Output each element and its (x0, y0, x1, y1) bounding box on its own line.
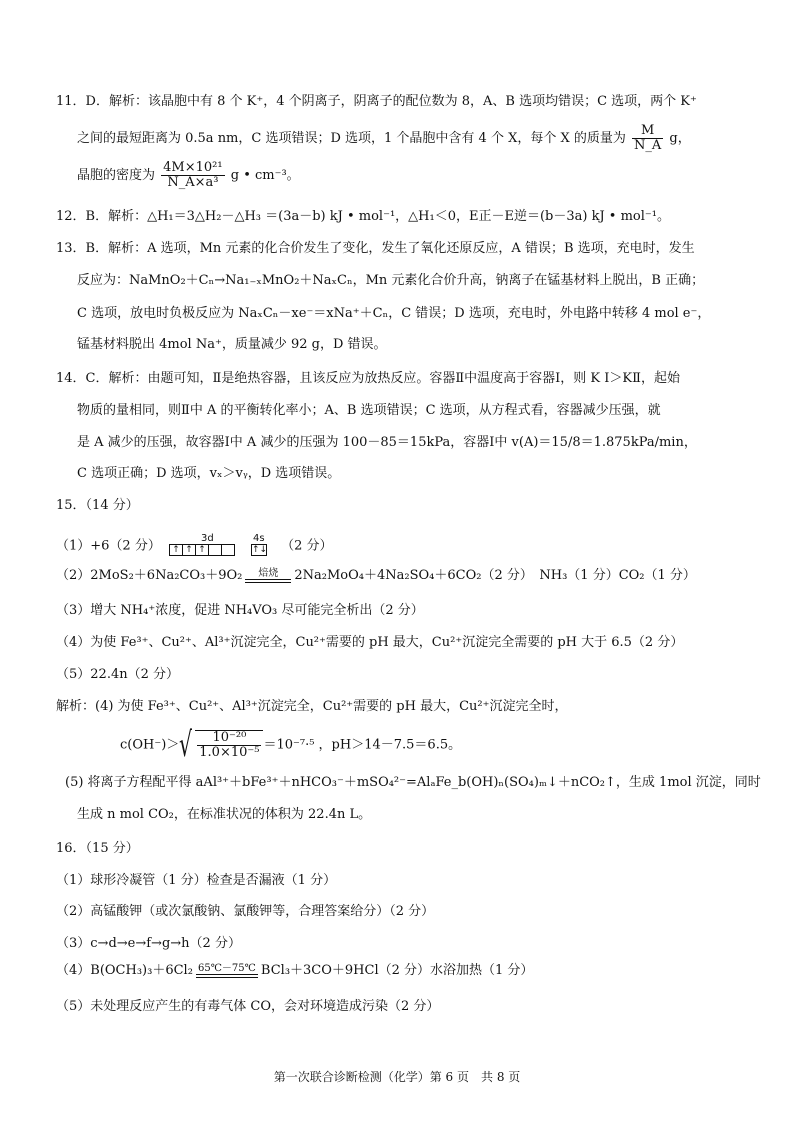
q15-p4: （4）为使 Fe³⁺、Cu²⁺、Al³⁺沉淀完全，Cu²⁺需要的 pH 最大，Cu²⁺沉淀完全需要的 pH 大于 6.5（2 分） (56, 635, 684, 650)
q15-exp2-lhs: c(OH⁻)＞ (120, 737, 180, 753)
q15-p1 (56, 532, 333, 560)
orbital-box-3d-3: ↑ (195, 544, 209, 556)
sqrt-sign: √ (179, 725, 193, 765)
q16-p4 (56, 962, 533, 980)
frac-numerator: 4M×10²¹ (163, 160, 223, 175)
q15-p1-answer: （1）+6（2 分） (56, 538, 161, 554)
q15-explanation-3: (5) 将离子方程配平得 aAl³⁺＋bFe³⁺＋nHCO₃⁻＋mSO₄²⁻=AlₐFe_b(OH)ₙ(SO₄)ₘ↓＋nCO₂↑，生成 1mol 沉淀，同时 (65, 775, 761, 790)
frac-denominator: 1.0×10⁻⁵ (199, 745, 260, 760)
q11-line2-unit: g， (665, 131, 691, 146)
orbital-box-3d-1: ↑ (169, 544, 183, 556)
q15-p2-reactants: （2）2MoS₂＋6Na₂CO₃＋9O₂ (56, 568, 243, 583)
q15-p2 (56, 567, 696, 585)
q15-p1-score: （2 分） (281, 538, 333, 554)
q11-line3-text: 晶胞的密度为 (77, 168, 156, 183)
q15-p5: （5）22.4n（2 分） (56, 667, 179, 682)
q11-mass-fraction (632, 124, 663, 153)
q16-p4-products: BCl₃＋3CO＋9HCl（2 分）水浴加热（1 分） (260, 963, 534, 978)
q15-exp2-rhs: ＝10⁻⁷·⁵ ，pH＞14－7.5＝6.5。 (263, 737, 462, 753)
sqrt-radicand (195, 730, 263, 760)
frac-denominator: N_A (634, 138, 662, 153)
q15-p3: （3）增大 NH₄⁺浓度，促进 NH₄VO₃ 尽可能完全析出（2 分） (56, 603, 424, 618)
reaction-condition-arrow (245, 568, 291, 583)
orbital-box-4s: ↑↓ (251, 545, 268, 555)
q11-line1: 11．D．解析：该晶胞中有 8 个 K⁺，4 个阴离子，阴离子的配位数为 8，A、B 选项均错误；C 选项，两个 K⁺ (56, 94, 697, 109)
orbital-box-3d-4 (208, 544, 222, 556)
q16-p3: （3）c→d→e→f→g→h（2 分） (56, 936, 241, 951)
q14-line3: 是 A 减少的压强，故容器Ⅰ中 A 减少的压强为 100－85＝15kPa，容器Ⅰ中 v(A)＝15/8＝1.875kPa/min， (77, 435, 697, 450)
q15-header: 15．（14 分） (56, 498, 139, 513)
q13-line1: 13．B．解析：A 选项，Mn 元素的化合价发生了变化，发生了氧化还原反应，A 错误；B 选项，充电时，发生 (56, 241, 695, 256)
q14-line2: 物质的量相同，则Ⅱ中 A 的平衡转化率小；A、B 选项错误；C 选项，从方程式看，容器减少压强，就 (77, 403, 661, 418)
q12-line1: 12．B．解析：△H₁＝3△H₂－△H₃ ＝(3a－b) kJ • mol⁻¹，△H₁＜0，E正－E逆＝(b－3a) kJ • mol⁻¹。 (56, 209, 670, 224)
q16-header: 16．（15 分） (56, 841, 139, 856)
label-3d: 3d (200, 533, 214, 544)
q14-line4: C 选项正确；D 选项，vₓ＞vᵧ，D 选项错误。 (77, 466, 341, 481)
orbital-box-3d-2: ↑ (182, 544, 196, 556)
q13-line2: 反应为：NaMnO₂＋Cₙ→Na₁₋ₓMnO₂＋NaₓCₙ，Mn 元素化合价升高，钠离子在锰基材料上脱出，B 正确； (77, 273, 705, 288)
q13-line3: C 选项，放电时负极反应为 NaₓCₙ－xe⁻＝xNa⁺＋Cₙ，C 错误；D 选项，充电时，外电路中转移 4 mol e⁻， (77, 306, 711, 321)
q15-p2-products: 2Na₂MoO₄＋4Na₂SO₄＋6CO₂（2 分） NH₃（1 分）CO₂（1 分） (294, 568, 696, 583)
reaction-condition: 65℃－75℃ (198, 963, 256, 974)
q16-p4-reactants: （4）B(OCH₃)₃＋6Cl₂ (56, 963, 193, 978)
equals-bar (196, 974, 258, 978)
label-4s: 4s (252, 533, 265, 544)
sqrt-expression (179, 725, 263, 765)
q11-line2-text: 之间的最短距离为 0.5a nm，C 选项错误；D 选项，1 个晶胞中含有 4 个 X，每个 X 的质量为 (77, 131, 626, 146)
frac-denominator: N_A×a³ (167, 175, 219, 190)
equals-bar (245, 579, 291, 583)
q13-line4: 锰基材料脱出 4mol Na⁺，质量减少 92 g，D 错误。 (77, 337, 387, 352)
reaction-condition-arrow (196, 963, 258, 978)
frac-numerator: M (632, 124, 663, 139)
q11-line2 (77, 124, 691, 153)
sqrt-fraction (197, 731, 261, 760)
orbital-box-3d-5 (221, 544, 235, 556)
q16-p2: （2）高锰酸钾（或次氯酸钠、氯酸钾等，合理答案给分）（2 分） (56, 904, 435, 919)
frac-numerator: 10⁻²⁰ (197, 731, 261, 746)
q11-line3 (77, 161, 300, 190)
reaction-condition: 焙烧 (258, 568, 279, 579)
q11-line3-unit: g • cm⁻³。 (226, 168, 300, 183)
orbital-diagram (169, 532, 273, 560)
q15-explanation-2 (120, 725, 462, 765)
page-footer: 第一次联合诊断检测（化学）第 6 页 共 8 页 (273, 1070, 521, 1084)
q11-density-fraction (161, 161, 224, 190)
q16-p1: （1）球形冷凝管（1 分）检查是否漏液（1 分） (56, 873, 337, 888)
q16-p5: （5）未处理反应产生的有毒气体 CO，会对环境造成污染（2 分） (56, 999, 440, 1014)
q14-line1: 14．C．解析：由题可知，Ⅱ是绝热容器，且该反应为放热反应。容器Ⅱ中温度高于容器Ⅰ，则 K Ⅰ＞KⅡ，起始 (56, 371, 680, 386)
q15-explanation-1: 解析：(4) 为使 Fe³⁺、Cu²⁺、Al³⁺沉淀完全，Cu²⁺需要的 pH 最大，Cu²⁺沉淀完全时， (56, 699, 568, 714)
q15-explanation-4: 生成 n mol CO₂，在标准状况的体积为 22.4n L。 (77, 807, 372, 822)
